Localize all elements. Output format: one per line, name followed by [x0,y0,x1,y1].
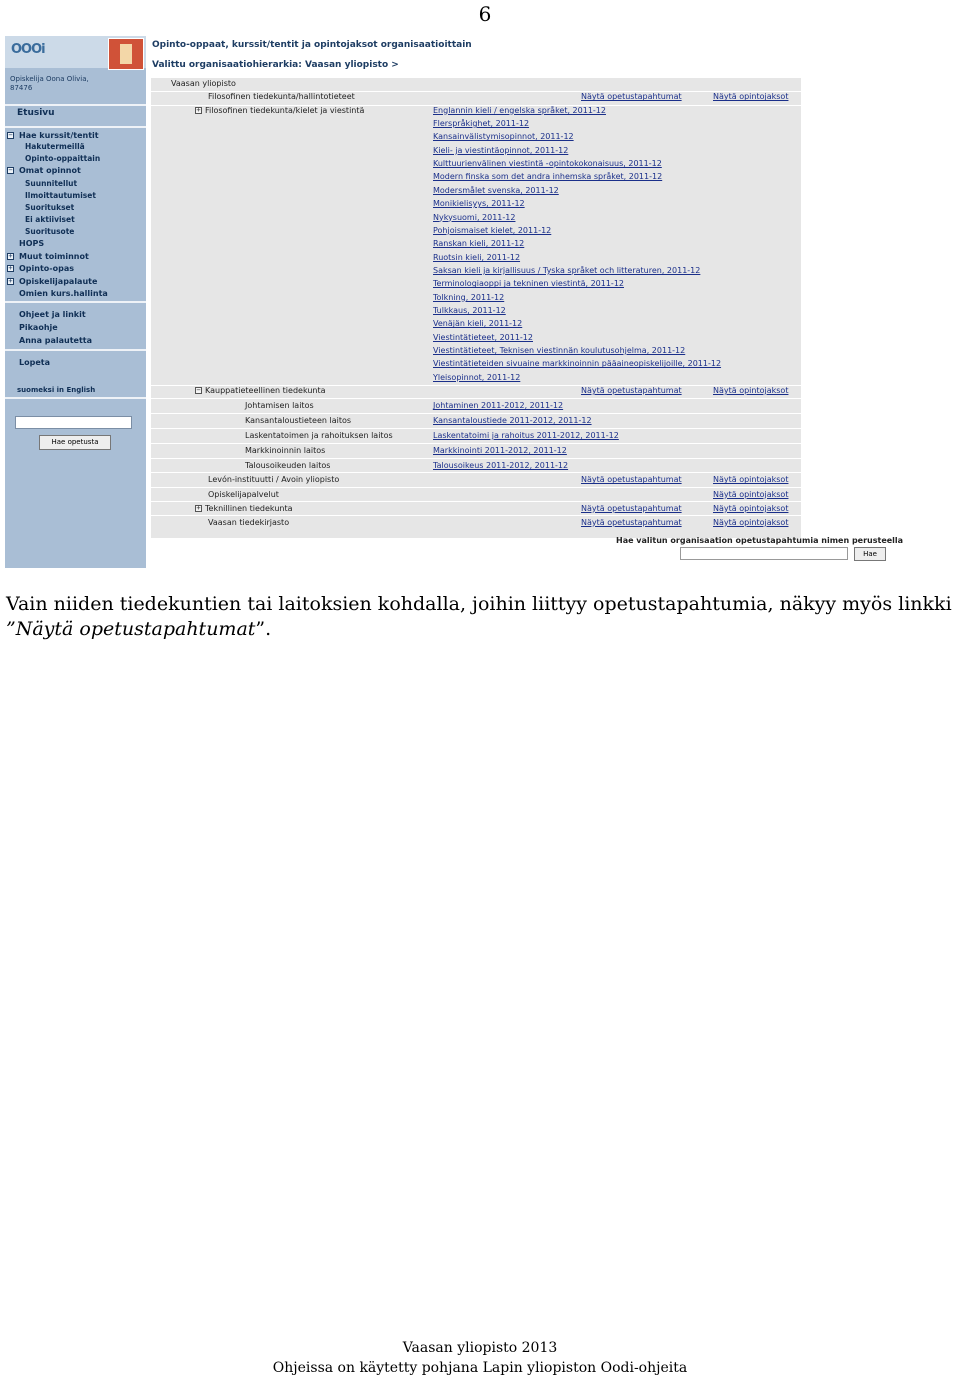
teaching-event-link[interactable]: Laskentatoimi ja rahoitus 2011-2012, 2011-12 [433,431,619,440]
caption-text: Vain niiden tiedekuntien tai laitoksien kohdalla, joihin liittyy opetustapahtumia, näkyy myös linkki [6,593,952,615]
user-name: Opiskelija Oona Olivia, [10,75,89,83]
sidebar-item-hakutermeill[interactable]: Hakutermeillä [25,142,85,151]
breadcrumb[interactable]: Valittu organisaatiohierarkia: Vaasan yliopisto > [152,60,399,70]
row-separator [151,501,801,502]
caption-link-name: ”Näytä opetustapahtumat [6,618,256,640]
show-courses-link[interactable]: Näytä opintojaksot [713,503,789,513]
sidebar-item-ohjeet-ja-linkit[interactable]: Ohjeet ja linkit [19,310,86,319]
user-number: 87476 [10,84,33,92]
teaching-event-link[interactable]: Kieli- ja viestintäopinnot, 2011-12 [433,145,569,155]
org-root: Vaasan yliopisto [171,79,236,88]
show-courses-link[interactable]: Näytä opintojaksot [713,386,789,396]
sidebar-item-suoritukset[interactable]: Suoritukset [25,203,75,212]
teaching-event-link[interactable]: Viestintätieteet, 2011-12 [433,332,533,342]
oodi-screenshot [5,36,957,568]
department-name[interactable]: Markkinoinnin laitos [245,445,326,455]
caption [6,592,960,642]
sidebar-item-opinto-opas[interactable]: Opinto-opas [19,264,74,273]
expand-icon[interactable]: + [196,503,201,512]
teaching-event-link[interactable]: Kansantaloustiede 2011-2012, 2011-12 [433,416,592,426]
sidebar-divider [5,126,146,128]
sidebar-item-ilmoittautumiset[interactable]: Ilmoittautumiset [25,191,96,200]
sidebar-item-opinto-oppaittain[interactable]: Opinto-oppaittain [25,154,101,163]
sidebar-item-omat-opinnot[interactable]: Omat opinnot [19,166,81,175]
collapse-icon[interactable]: − [196,386,201,395]
org-row[interactable]: Filosofinen tiedekunta/hallintotieteet [208,92,355,102]
sidebar-divider [5,397,146,399]
row-separator [151,398,801,399]
teaching-event-link[interactable]: Kansainvälistymisopinnot, 2011-12 [433,132,574,142]
university-logo-icon [108,38,144,70]
teaching-event-link[interactable]: Kulttuurienvälinen viestintä -opintokokonaisuus, 2011-12 [433,159,662,169]
sidebar-divider [5,301,146,303]
sidebar-item-muut-toiminnot[interactable]: Muut toiminnot [19,252,89,261]
teaching-event-link[interactable]: Yleisopinnot, 2011-12 [433,372,521,382]
teaching-event-link[interactable]: Viestintätieteiden sivuaine markkinoinnin pääaineopiskelijoille, 2011-12 [433,359,722,369]
row-separator [151,472,801,473]
department-name[interactable]: Laskentatoimen ja rahoituksen laitos [245,431,393,440]
teaching-event-link[interactable]: Johtaminen 2011-2012, 2011-12 [433,401,564,411]
expand-icon[interactable]: + [8,277,13,285]
logo-band [5,36,146,68]
name-search-button[interactable]: Hae [854,547,886,561]
sidebar-item-hops[interactable]: HOPS [19,239,45,248]
main-panel [146,36,957,568]
org-row[interactable]: Opiskelijapalvelut [208,489,279,499]
teaching-event-link[interactable]: Terminologiaoppi ja tekninen viestintä, 2011-12 [433,279,624,289]
row-separator [151,515,801,516]
search-teaching-button[interactable]: Hae opetusta [39,435,111,450]
teaching-event-link[interactable]: Modern finska som det andra inhemska språket, 2011-12 [433,172,663,182]
sidebar-item-suunnitellut[interactable]: Suunnitellut [25,179,78,188]
sidebar-item-lopeta[interactable]: Lopeta [19,358,50,367]
sidebar-item-hae-kurssit-tentit[interactable]: Hae kurssit/tentit [19,131,99,140]
title-band [146,36,957,74]
collapse-icon[interactable]: − [8,131,13,139]
name-search-label: Hae valitun organisaation opetustapahtumia nimen perusteella [616,536,904,545]
sidebar-item-ei-aktiiviset[interactable]: Ei aktiiviset [25,215,75,224]
collapse-icon[interactable]: − [8,166,13,174]
teaching-event-link[interactable]: Ranskan kieli, 2011-12 [433,239,525,249]
org-row[interactable]: Filosofinen tiedekunta/kielet ja viestintä [205,105,365,115]
sidebar-item-omien-kurs-hallinta[interactable]: Omien kurs.hallinta [19,289,108,298]
page-number: 6 [478,2,492,26]
sidebar-divider [5,104,146,106]
show-courses-link[interactable]: Näytä opintojaksot [713,92,789,102]
show-courses-link[interactable]: Näytä opintojaksot [713,475,789,485]
row-separator [151,487,801,488]
sidebar-item-anna-palautetta[interactable]: Anna palautetta [19,336,93,345]
row-separator [151,443,801,444]
teaching-event-link[interactable]: Nykysuomi, 2011-12 [433,212,516,222]
teaching-event-link[interactable]: Modersmålet svenska, 2011-12 [433,185,559,195]
teaching-event-link[interactable]: Saksan kieli ja kirjallisuus / Tyska språket och litteraturen, 2011-12 [433,265,701,275]
name-search-input[interactable] [680,547,848,560]
teaching-event-link[interactable]: Pohjoismaiset kielet, 2011-12 [433,225,552,235]
org-row[interactable]: Teknillinen tiedekunta [205,503,293,513]
department-name[interactable]: Talousoikeuden laitos [245,460,331,470]
teaching-event-link[interactable]: Viestintätieteet, Teknisen viestinnän koulutusohjelma, 2011-12 [433,346,686,355]
show-courses-link[interactable]: Näytä opintojaksot [713,489,789,499]
show-events-link[interactable]: Näytä opetustapahtumat [581,92,682,102]
teaching-event-link[interactable]: Englannin kieli / engelska språket, 2011-12 [433,105,606,115]
row-separator [151,413,801,414]
sidebar-item-pikaohje[interactable]: Pikaohje [19,323,58,332]
show-events-link[interactable]: Näytä opetustapahtumat [581,518,682,527]
page-title: Opinto-oppaat, kurssit/tentit ja opintojaksot organisaatioittain [152,40,472,50]
expand-icon[interactable]: + [196,105,201,114]
oodi-logo: OOOi [11,42,45,57]
expand-icon[interactable]: + [8,264,13,272]
sidebar-item-opiskelijapalaute[interactable]: Opiskelijapalaute [19,277,98,286]
sidebar-divider [5,349,146,351]
sidebar-item-etusivu[interactable]: Etusivu [17,108,55,118]
org-row[interactable]: Levón-instituutti / Avoin yliopisto [208,475,340,485]
show-courses-link[interactable]: Näytä opintojaksot [713,518,789,527]
teaching-event-link[interactable]: Monikielisyys, 2011-12 [433,199,525,209]
row-separator [151,428,801,429]
teaching-event-link[interactable]: Tolkning, 2011-12 [433,292,505,302]
footer-line-2: Ohjeissa on käytetty pohjana Lapin yliopiston Oodi-ohjeita [272,1360,688,1376]
organisation-tree [151,78,801,538]
language-links[interactable]: suomeksi in English [17,386,96,394]
teaching-event-link[interactable]: Venäjän kieli, 2011-12 [433,319,523,329]
teaching-event-link[interactable]: Ruotsin kieli, 2011-12 [433,252,521,262]
show-events-link[interactable]: Näytä opetustapahtumat [581,503,682,513]
department-name[interactable]: Kansantaloustieteen laitos [245,416,352,426]
org-row[interactable]: Kauppatieteellinen tiedekunta [205,386,326,396]
show-events-link[interactable]: Näytä opetustapahtumat [581,475,682,485]
sidebar-search-input[interactable] [15,416,132,429]
sidebar [5,36,146,568]
teaching-event-link[interactable]: Flerspråkighet, 2011-12 [433,119,530,129]
row-separator [151,458,801,459]
caption-end: ”. [255,618,272,640]
show-events-link[interactable]: Näytä opetustapahtumat [581,386,682,396]
footer-line-1: Vaasan yliopisto 2013 [402,1340,558,1356]
teaching-event-link[interactable]: Markkinointi 2011-2012, 2011-12 [433,445,567,455]
org-row[interactable]: Vaasan tiedekirjasto [208,518,290,527]
teaching-event-link[interactable]: Tulkkaus, 2011-12 [433,305,506,315]
sidebar-item-suoritusote[interactable]: Suoritusote [25,227,75,236]
department-name[interactable]: Johtamisen laitos [245,401,314,411]
expand-icon[interactable]: + [8,252,13,260]
teaching-event-link[interactable]: Talousoikeus 2011-2012, 2011-12 [433,460,569,470]
